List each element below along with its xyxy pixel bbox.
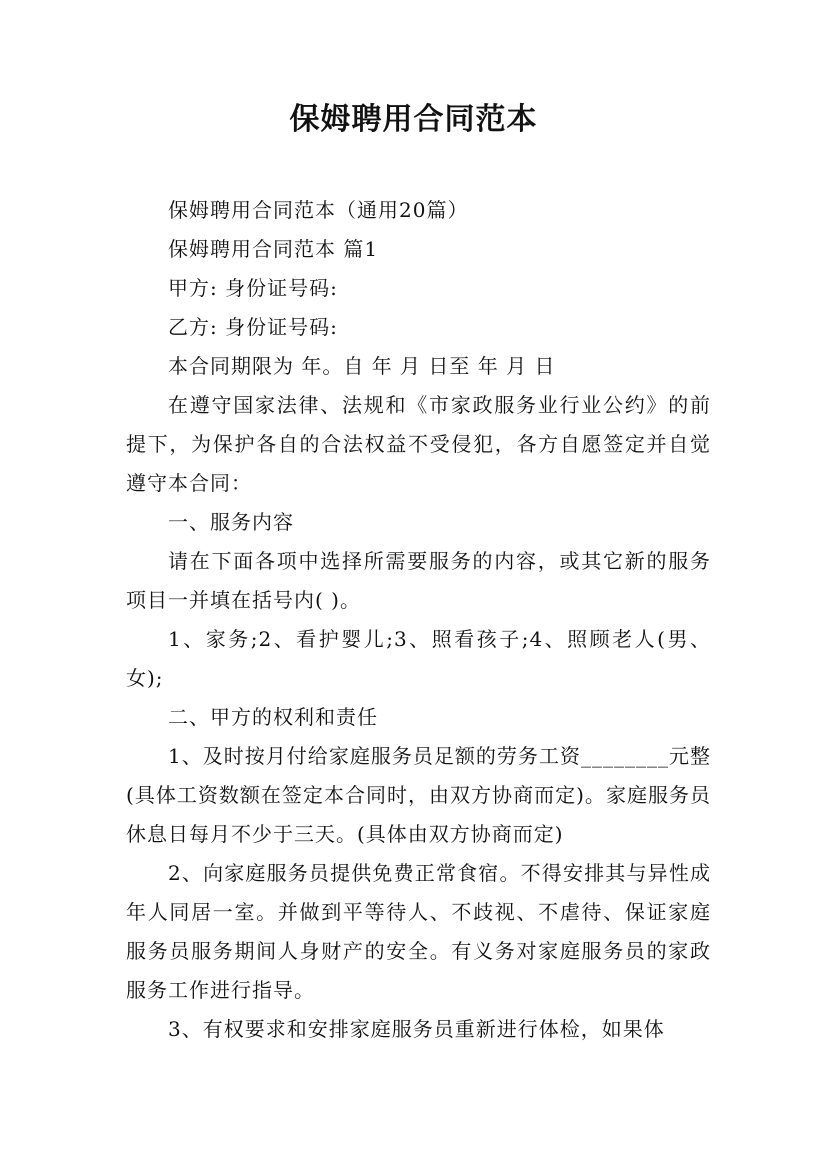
paragraph-preamble: 在遵守国家法律、法规和《市家政服务业行业公约》的前提下，为保护各自的合法权益不受侵犯，各方自愿签定并自觉遵守本合同： — [126, 393, 711, 495]
paragraph-contract-term: 本合同期限为 年。自 年 月 日至 年 月 日 — [168, 354, 556, 378]
section-heading-party-a-rights: 二、甲方的权利和责任 — [168, 705, 378, 729]
paragraph-clause-1: 1、及时按月付给家庭服务员足额的劳务工资________元整(具体工资数额在签定本合同时，由双方协商而定)。家庭服务员休息日每月不少于三天。(具体由双方协商而定) — [126, 744, 711, 846]
paragraph-services-list: 1、家务;2、看护婴儿;3、照看孩子;4、照顾老人(男、女); — [126, 627, 711, 690]
paragraph-subtitle: 保姆聘用合同范本（通用20篇） — [168, 198, 469, 222]
document-body — [126, 191, 711, 1049]
paragraph-party-b: 乙方: 身份证号码: — [168, 315, 338, 339]
paragraph-services-instruction: 请在下面各项中选择所需要服务的内容，或其它新的服务项目一并填在括号内( )。 — [126, 549, 711, 612]
paragraph-clause-2: 2、向家庭服务员提供免费正常食宿。不得安排其与异性成年人同居一室。并做到平等待人、不歧视、不虐待、保证家庭服务员服务期间人身财产的安全。有义务对家庭服务员的家政服务工作进行指导。 — [126, 861, 711, 1002]
section-heading-services: 一、服务内容 — [168, 510, 294, 534]
paragraph-clause-3: 3、有权要求和安排家庭服务员重新进行体检，如果体 — [168, 1017, 665, 1041]
paragraph-chapter-heading: 保姆聘用合同范本 篇1 — [168, 237, 379, 261]
paragraph-party-a: 甲方: 身份证号码: — [168, 276, 338, 300]
document-title: 保姆聘用合同范本 — [289, 102, 538, 137]
